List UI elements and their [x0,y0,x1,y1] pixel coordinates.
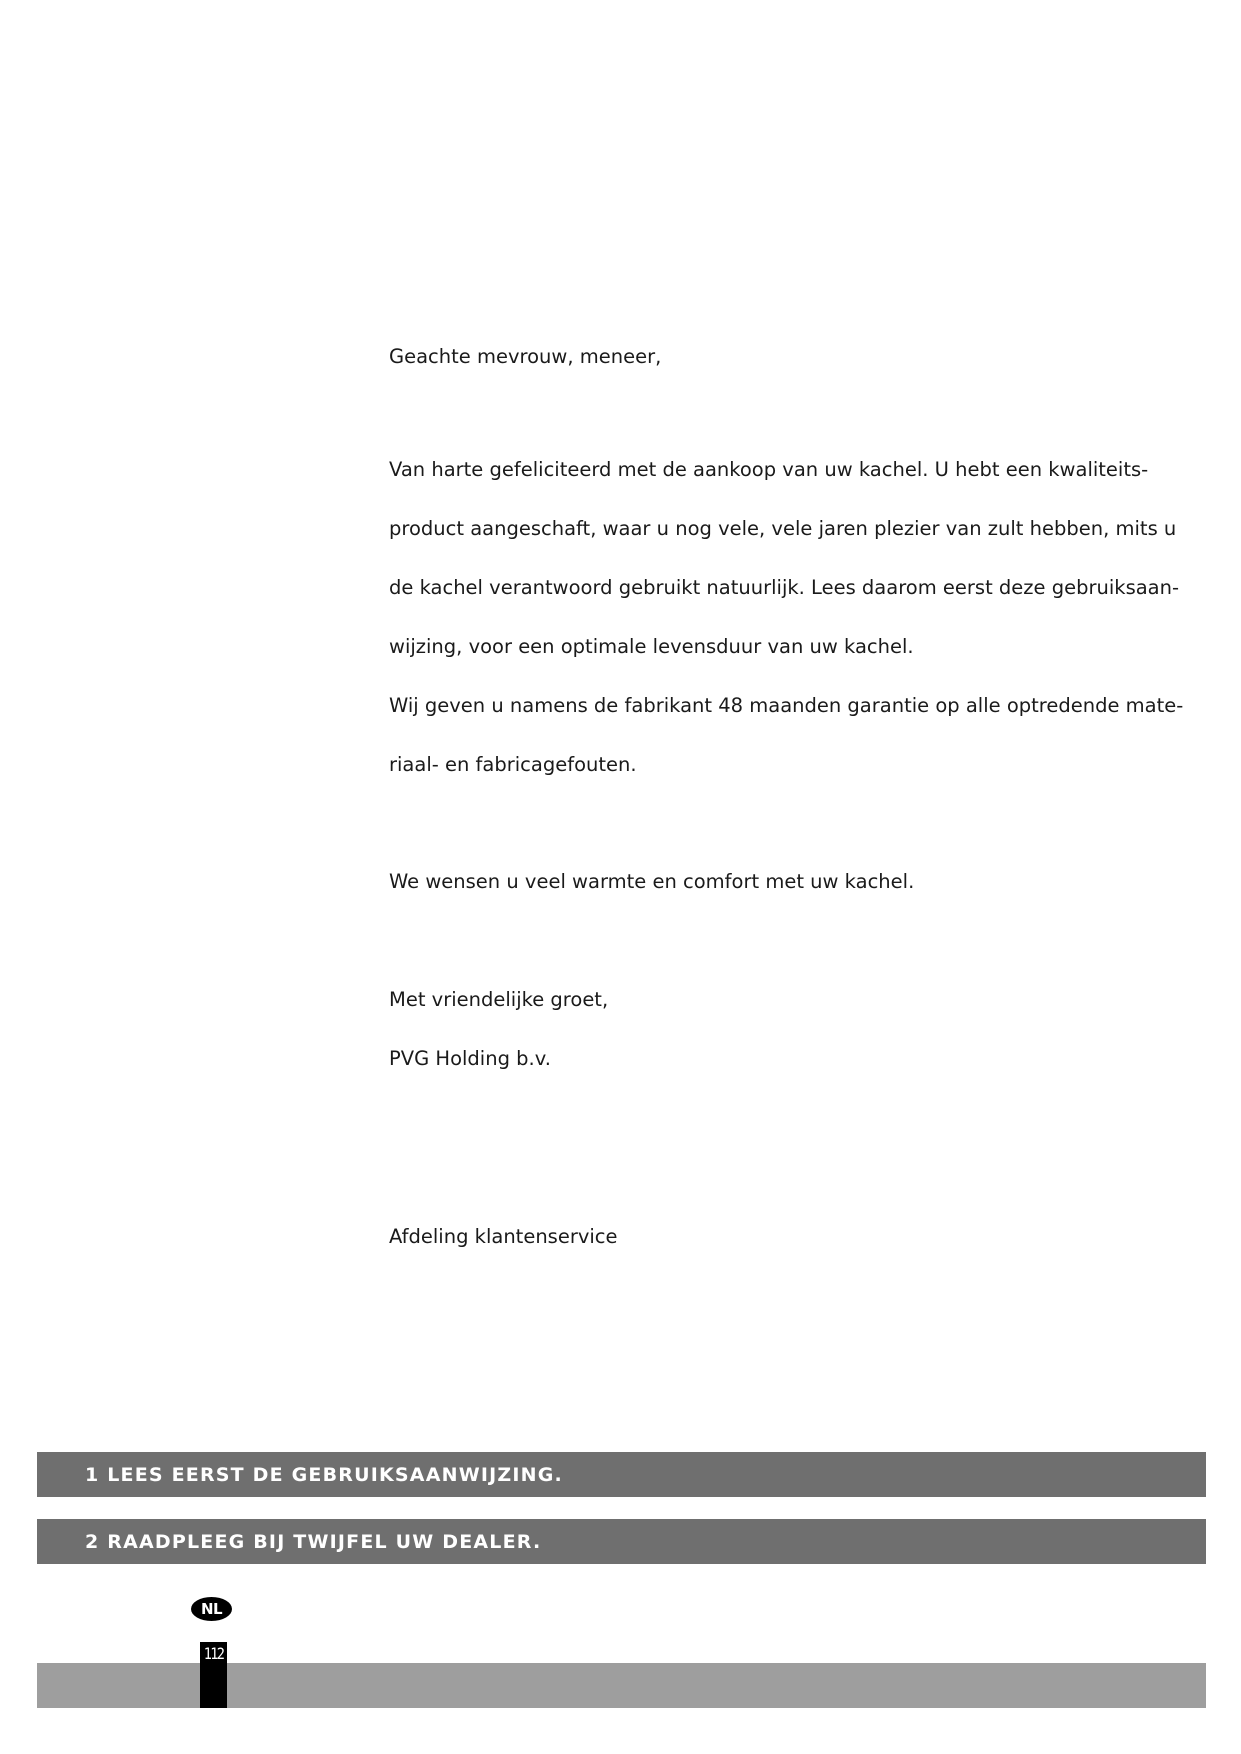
paragraph-line: product aangeschaft, waar u nog vele, vele jaren plezier van zult hebben, mits u [389,517,1177,540]
paragraph-line: Wij geven u namens de fabrikant 48 maanden garantie op alle optredende mate- [389,694,1184,717]
language-badge [191,1597,232,1621]
salutation: Geachte mevrouw, meneer, [389,345,662,368]
paragraph-line: de kachel verantwoord gebruikt natuurlijk. Lees daarom eerst deze gebruiksaan- [389,576,1180,599]
department-name: Afdeling klantenservice [389,1225,618,1248]
company-name: PVG Holding b.v. [389,1047,551,1070]
instruction-banner-1 [37,1452,1206,1497]
wish-text: We wensen u veel warmte en comfort met uw kachel. [389,870,915,893]
instruction-banner-2 [37,1519,1206,1564]
page-number: 112 [203,1644,224,1663]
language-code: NL [200,1600,223,1618]
paragraph-line: wijzing, voor een optimale levensduur van uw kachel. [389,635,914,658]
page-number-tab [200,1642,227,1708]
instruction-banner-text: 1 LEES EERST DE GEBRUIKSAANWIJZING. [85,1463,563,1486]
closing-text: Met vriendelijke groet, [389,988,609,1011]
paragraph-line: riaal- en fabricagefouten. [389,753,637,776]
paragraph-line: Van harte gefeliciteerd met de aankoop van uw kachel. U hebt een kwaliteits- [389,458,1149,481]
instruction-banner-text: 2 RAADPLEEG BIJ TWIJFEL UW DEALER. [85,1530,542,1553]
